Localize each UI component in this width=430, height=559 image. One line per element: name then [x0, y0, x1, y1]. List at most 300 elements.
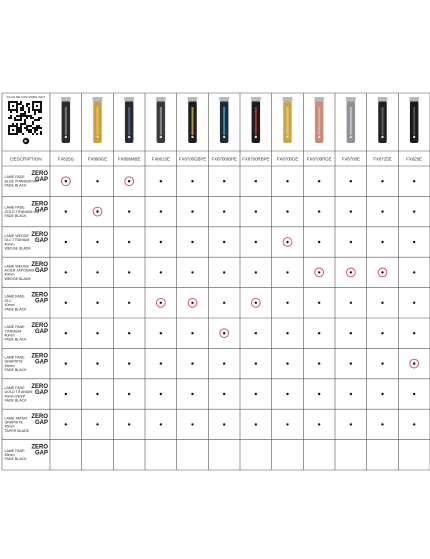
compatibility-dot[interactable] — [413, 271, 415, 273]
clipper-accent — [382, 107, 384, 135]
qr-module — [20, 125, 22, 127]
clipper-power-button — [96, 136, 98, 138]
qr-module — [8, 117, 10, 119]
compatibility-dot[interactable] — [413, 241, 415, 243]
qr-module — [36, 127, 38, 129]
compatibility-dot[interactable] — [413, 180, 415, 182]
compatibility-dot[interactable] — [413, 362, 415, 364]
compatibility-dot[interactable] — [96, 332, 98, 334]
compatibility-dot[interactable] — [191, 332, 193, 334]
compatibility-dot[interactable] — [413, 302, 415, 304]
compatibility-dot[interactable] — [318, 393, 320, 395]
compatibility-dot[interactable] — [128, 393, 130, 395]
compatibility-dot[interactable] — [381, 362, 383, 364]
blade-label-line: 40mm — [4, 242, 15, 247]
zero-gap-badge: ZERO — [31, 414, 48, 421]
product-code-fx8700ibpe: FX8700IBPE — [211, 156, 237, 162]
clipper-image-fx8700rbpe — [251, 97, 261, 143]
clipper-power-button — [128, 136, 130, 138]
qr-module — [40, 117, 42, 119]
compatibility-dot[interactable] — [413, 332, 415, 334]
compatibility-dot[interactable] — [381, 423, 383, 425]
compatibility-dot[interactable] — [350, 362, 352, 364]
compatibility-dot[interactable] — [160, 210, 162, 212]
compatibility-dot[interactable] — [318, 332, 320, 334]
compatibility-dot[interactable] — [128, 241, 130, 243]
clipper-blade — [409, 97, 419, 102]
compatibility-dot[interactable] — [191, 241, 193, 243]
compatibility-dot[interactable] — [128, 362, 130, 364]
zero-gap-badge: ZERO — [31, 353, 48, 360]
qr-module — [40, 133, 42, 135]
blade-label-line: GOLD TITANIUM — [4, 390, 33, 395]
blade-label-line: ACIER JAPONAIS — [4, 268, 35, 273]
qr-module — [28, 131, 30, 133]
compatibility-dot[interactable] — [318, 241, 320, 243]
qr-module — [34, 131, 36, 133]
compatibility-dot[interactable] — [223, 210, 225, 212]
compatibility-dot[interactable] — [255, 332, 257, 334]
qr-module — [16, 115, 18, 117]
blade-label-line: FADE BLACK — [4, 214, 27, 218]
compatibility-dot[interactable] — [255, 302, 257, 304]
compatibility-dot[interactable] — [128, 210, 130, 212]
compatibility-dot[interactable] — [413, 423, 415, 425]
clipper-accent — [350, 107, 352, 135]
compatibility-dot[interactable] — [286, 393, 288, 395]
qr-module — [20, 117, 22, 119]
clipper-accent — [413, 107, 415, 135]
clipper-power-button — [191, 136, 193, 138]
compatibility-dot[interactable] — [413, 210, 415, 212]
blade-label-line: BLUE TITANIUM MM — [4, 179, 39, 184]
blade-label-line: 45mm — [4, 453, 15, 457]
zero-gap-badge: ZERO — [31, 262, 48, 269]
compatibility-dot[interactable] — [286, 210, 288, 212]
compatibility-dot[interactable] — [160, 302, 162, 304]
blade-label-line: 45mm — [4, 424, 15, 429]
clipper-accent — [128, 107, 130, 135]
compatibility-dot[interactable] — [128, 302, 130, 304]
compatibility-dot[interactable] — [350, 393, 352, 395]
compatibility-dot[interactable] — [96, 210, 98, 212]
qr-module — [22, 109, 24, 111]
compatibility-dot[interactable] — [96, 241, 98, 243]
qr-module — [18, 119, 20, 121]
qr-module — [36, 133, 38, 135]
qr-module — [20, 119, 22, 121]
blade-label-line: FADE BLACK — [4, 337, 27, 342]
qr-module — [18, 103, 20, 105]
compatibility-dot[interactable] — [286, 423, 288, 425]
qr-finder-core — [36, 105, 38, 107]
compatibility-dot[interactable] — [255, 393, 257, 395]
qr-module — [32, 123, 34, 125]
compatibility-dot[interactable] — [286, 180, 288, 182]
compatibility-dot[interactable] — [65, 362, 67, 364]
clipper-accent — [255, 107, 257, 135]
qr-module — [16, 111, 18, 113]
qr-module — [20, 115, 22, 117]
qr-module — [22, 123, 24, 125]
qr-module — [38, 111, 40, 113]
compatibility-dot[interactable] — [318, 210, 320, 212]
qr-module — [24, 123, 26, 125]
clipper-accent — [318, 107, 320, 135]
blade-label-line: 40mm DEEP — [4, 394, 26, 399]
compatibility-dot[interactable] — [350, 180, 352, 182]
qr-module — [20, 131, 22, 133]
product-code-fx899ge: FX899GE — [87, 156, 108, 162]
qr-module — [22, 105, 24, 107]
clipper-image-fx8700ibpe — [219, 97, 229, 143]
blade-label-line: TAPER BLADE — [4, 428, 29, 433]
compatibility-dot[interactable] — [65, 241, 67, 243]
compatibility-dot[interactable] — [128, 180, 130, 182]
zero-gap-badge: GAP — [34, 389, 48, 396]
qr-module — [26, 103, 28, 105]
compatibility-dot[interactable] — [223, 180, 225, 182]
compatibility-dot[interactable] — [350, 423, 352, 425]
compatibility-dot[interactable] — [381, 241, 383, 243]
blade-label-line: FADE BLACK — [4, 183, 27, 188]
blade-label-line: WEDGE BLADE — [4, 246, 31, 251]
qr-module — [30, 117, 32, 119]
clipper-blade — [156, 97, 166, 102]
qr-module — [18, 131, 20, 133]
zero-gap-badge: GAP — [34, 450, 48, 457]
qr-module — [28, 103, 30, 105]
qr-module — [20, 113, 22, 115]
qr-module — [36, 119, 38, 121]
compatibility-dot[interactable] — [318, 271, 320, 273]
zero-gap-badge: ZERO — [31, 171, 48, 177]
clipper-power-button — [65, 136, 67, 138]
description-header: DESCRIPTION — [10, 156, 42, 162]
zero-gap-badge: GAP — [34, 207, 48, 214]
compatibility-dot[interactable] — [223, 362, 225, 364]
qr-module — [40, 127, 42, 129]
qr-module — [38, 117, 40, 119]
blade-label-line: FADE BLACK — [4, 368, 27, 373]
compatibility-dot[interactable] — [318, 423, 320, 425]
qr-module — [32, 121, 34, 123]
zero-gap-badge: ZERO — [31, 231, 48, 238]
clipper-image-fx825g — [61, 97, 71, 143]
compatibility-dot[interactable] — [255, 210, 257, 212]
qr-module — [14, 117, 16, 119]
blade-label-line: LAME FADE — [4, 325, 25, 330]
qr-module — [10, 115, 12, 117]
compatibility-dot[interactable] — [65, 210, 67, 212]
compatibility-dot[interactable] — [65, 332, 67, 334]
compatibility-dot[interactable] — [128, 271, 130, 273]
compatibility-dot[interactable] — [255, 271, 257, 273]
compatibility-dot[interactable] — [381, 180, 383, 182]
blade-label-line: 40mm — [4, 333, 15, 338]
compatibility-dot[interactable] — [223, 271, 225, 273]
qr-module — [24, 113, 26, 115]
compatibility-dot[interactable] — [381, 271, 383, 273]
compatibility-dot[interactable] — [255, 423, 257, 425]
product-code-fx8700rbpe: FX8700RBPE — [242, 156, 270, 162]
compatibility-dot[interactable] — [96, 180, 98, 182]
product-code-fx8725e: FX8725E — [373, 156, 392, 162]
clipper-image-fx8700rge — [314, 97, 324, 143]
blade-label-line: LAME WEDGE — [4, 264, 29, 269]
compatibility-dot[interactable] — [65, 271, 67, 273]
qr-module — [28, 107, 30, 109]
compatibility-dot[interactable] — [160, 423, 162, 425]
zero-gap-badge: GAP — [34, 420, 48, 427]
compatibility-dot[interactable] — [318, 302, 320, 304]
clipper-accent — [97, 107, 99, 135]
qr-module — [36, 125, 38, 127]
compatibility-dot[interactable] — [350, 332, 352, 334]
clipper-image-fx8700e — [346, 97, 356, 143]
clipper-image-fx8700gbpe — [188, 97, 198, 143]
clipper-power-button — [223, 136, 225, 138]
blade-label-line: LAME FADE — [4, 205, 25, 210]
compatibility-dot[interactable] — [191, 423, 193, 425]
compatibility-dot[interactable] — [191, 302, 193, 304]
compatibility-dot[interactable] — [318, 180, 320, 182]
clipper-image-fx8010e — [156, 97, 166, 143]
scan-me-text: SCAN ME FOR MORE INFO — [6, 95, 46, 99]
qr-module — [24, 121, 26, 123]
blade-label-line: WEDGE BLADE — [4, 276, 31, 281]
qr-module — [38, 127, 40, 129]
compatibility-dot[interactable] — [191, 271, 193, 273]
qr-module — [40, 111, 42, 113]
compatibility-dot[interactable] — [96, 271, 98, 273]
clipper-power-button — [255, 136, 257, 138]
compatibility-dot[interactable] — [191, 393, 193, 395]
clipper-blade — [251, 97, 261, 102]
compatibility-dot[interactable] — [381, 302, 383, 304]
qr-module — [26, 115, 28, 117]
clipper-accent — [65, 107, 67, 135]
compatibility-dot[interactable] — [286, 241, 288, 243]
qr-module — [36, 129, 38, 131]
compatibility-dot[interactable] — [65, 393, 67, 395]
zero-gap-badge: ZERO — [31, 383, 48, 390]
qr-module — [34, 127, 36, 129]
compatibility-dot[interactable] — [286, 271, 288, 273]
blade-label-line: LAME FADE — [4, 355, 25, 360]
clipper-accent — [287, 107, 289, 135]
qr-module — [22, 113, 24, 115]
product-code-fx8010e: FX8010E — [151, 156, 170, 162]
compatibility-dot[interactable] — [255, 180, 257, 182]
qr-module — [32, 117, 34, 119]
blade-label-line: TITANIUM — [4, 329, 22, 334]
clipper-accent — [223, 107, 225, 135]
zero-gap-badge: GAP — [34, 359, 48, 366]
qr-finder-core — [12, 105, 14, 107]
compatibility-dot[interactable] — [350, 241, 352, 243]
qr-module — [32, 133, 34, 135]
blade-label-line: 40mm — [4, 272, 15, 277]
compatibility-dot[interactable] — [286, 362, 288, 364]
qr-module — [18, 129, 20, 131]
qr-module — [30, 131, 32, 133]
product-code-fx825e: FX825E — [406, 156, 423, 162]
qr-module — [18, 115, 20, 117]
clipper-blade — [346, 97, 356, 102]
clipper-blade — [124, 97, 134, 102]
qr-module — [10, 111, 12, 113]
compatibility-dot[interactable] — [128, 423, 130, 425]
qr-module — [24, 127, 26, 129]
compatibility-dot[interactable] — [160, 332, 162, 334]
qr-module — [30, 125, 32, 127]
qr-module — [28, 111, 30, 113]
qr-finder-core — [12, 129, 14, 131]
compatibility-dot[interactable] — [350, 302, 352, 304]
qr-module — [28, 115, 30, 117]
qr-module — [28, 125, 30, 127]
qr-module — [16, 123, 18, 125]
qr-module — [38, 119, 40, 121]
compatibility-dot[interactable] — [223, 302, 225, 304]
product-code-fx8700ge: FX8700GE — [276, 156, 299, 162]
compatibility-dot[interactable] — [96, 393, 98, 395]
compatibility-dot[interactable] — [381, 210, 383, 212]
compatibility-dot[interactable] — [191, 362, 193, 364]
qr-module — [26, 117, 28, 119]
qr-module — [28, 129, 30, 131]
product-code-fx8700rge: FX8700RGE — [306, 156, 332, 162]
qr-module — [12, 123, 14, 125]
qr-module — [24, 111, 26, 113]
compatibility-dot[interactable] — [96, 302, 98, 304]
qr-module — [30, 115, 32, 117]
blade-label-line: DLC TITANIUM — [4, 238, 30, 243]
qr-module — [20, 101, 22, 103]
blade-label-line: LAME WEDGE — [4, 233, 29, 238]
qr-module — [10, 117, 12, 119]
compatibility-dot[interactable] — [96, 423, 98, 425]
clipper-image-fx8725e — [378, 97, 388, 143]
product-code-fx825g: FX825G — [57, 156, 75, 162]
qr-module — [26, 105, 28, 107]
compatibility-dot[interactable] — [96, 362, 98, 364]
clipper-accent — [192, 107, 194, 135]
clipper-blade — [219, 97, 229, 102]
compatibility-dot[interactable] — [65, 302, 67, 304]
clipper-image-fx899mbe — [124, 97, 134, 143]
product-code-fx8700gbpe: FX8700GBPE — [178, 156, 207, 162]
qr-module — [18, 127, 20, 129]
zero-gap-badge: GAP — [34, 298, 48, 305]
blade-label-line: GOLD TITANIUM MM — [4, 209, 40, 214]
compatibility-dot[interactable] — [160, 271, 162, 273]
zero-gap-badge: ZERO — [31, 292, 48, 299]
zero-gap-badge: ZERO — [31, 201, 48, 208]
compatibility-dot[interactable] — [128, 332, 130, 334]
zero-gap-badge: GAP — [34, 268, 48, 275]
blade-label-line: LAME FADE — [4, 294, 25, 299]
compatibility-dot[interactable] — [255, 362, 257, 364]
clipper-blade — [314, 97, 324, 102]
clipper-blade — [188, 97, 198, 102]
compatibility-dot[interactable] — [160, 362, 162, 364]
zero-gap-badge: GAP — [34, 237, 48, 244]
compatibility-dot[interactable] — [223, 393, 225, 395]
compatibility-dot[interactable] — [191, 180, 193, 182]
qr-module — [30, 129, 32, 131]
blade-label-line: FADE BLACK — [4, 457, 27, 462]
clipper-power-button — [413, 136, 415, 138]
compatibility-dot[interactable] — [350, 271, 352, 273]
compatibility-dot[interactable] — [350, 210, 352, 212]
blade-label-line: LAME TAPER — [4, 416, 27, 421]
blade-label-line: LAME FADE — [4, 175, 25, 180]
blade-label-line: GRAPHITE — [4, 359, 23, 364]
qr-module — [20, 129, 22, 131]
compatibility-dot[interactable] — [160, 241, 162, 243]
product-code-fx899mbe: FX899MBE — [117, 156, 141, 162]
zero-gap-badge: GAP — [34, 177, 48, 183]
clipper-power-button — [160, 136, 162, 138]
clipper-blade — [93, 97, 103, 102]
compatibility-dot[interactable] — [286, 302, 288, 304]
compatibility-dot[interactable] — [381, 332, 383, 334]
qr-module — [16, 119, 18, 121]
qr-module — [26, 127, 28, 129]
compatibility-dot[interactable] — [413, 393, 415, 395]
qr-module — [22, 115, 24, 117]
qr-module — [28, 109, 30, 111]
qr-module — [38, 125, 40, 127]
compatibility-dot[interactable] — [223, 423, 225, 425]
blade-label-line: GRAPHITE — [4, 420, 23, 425]
clipper-blade — [61, 97, 71, 102]
qr-module — [20, 103, 22, 105]
compatibility-dot[interactable] — [191, 210, 193, 212]
qr-module — [34, 113, 36, 115]
qr-module — [14, 119, 16, 121]
clipper-power-button — [350, 136, 352, 138]
clipper-accent — [160, 107, 162, 135]
qr-module — [34, 129, 36, 131]
zero-gap-badge: ZERO — [31, 444, 48, 451]
compatibility-dot[interactable] — [381, 393, 383, 395]
compatibility-dot[interactable] — [286, 332, 288, 334]
compatibility-dot[interactable] — [160, 393, 162, 395]
qr-module — [20, 109, 22, 111]
compatibility-dot[interactable] — [223, 332, 225, 334]
qr-module — [26, 129, 28, 131]
compatibility-dot[interactable] — [255, 241, 257, 243]
compatibility-dot[interactable] — [160, 180, 162, 182]
qr-module — [34, 111, 36, 113]
qr-module — [20, 123, 22, 125]
qr-module — [32, 127, 34, 129]
product-code-fx8700e: FX8700E — [341, 156, 360, 162]
blade-label-line: 45mm — [4, 363, 15, 368]
qr-module — [34, 119, 36, 121]
compatibility-dot[interactable] — [318, 362, 320, 364]
compatibility-dot[interactable] — [223, 241, 225, 243]
clipper-blade — [283, 97, 293, 102]
clipper-power-button — [381, 136, 383, 138]
compatibility-dot[interactable] — [65, 180, 67, 182]
clipper-power-button — [318, 136, 320, 138]
compatibility-dot[interactable] — [65, 423, 67, 425]
zero-gap-badge: ZERO — [31, 323, 48, 329]
